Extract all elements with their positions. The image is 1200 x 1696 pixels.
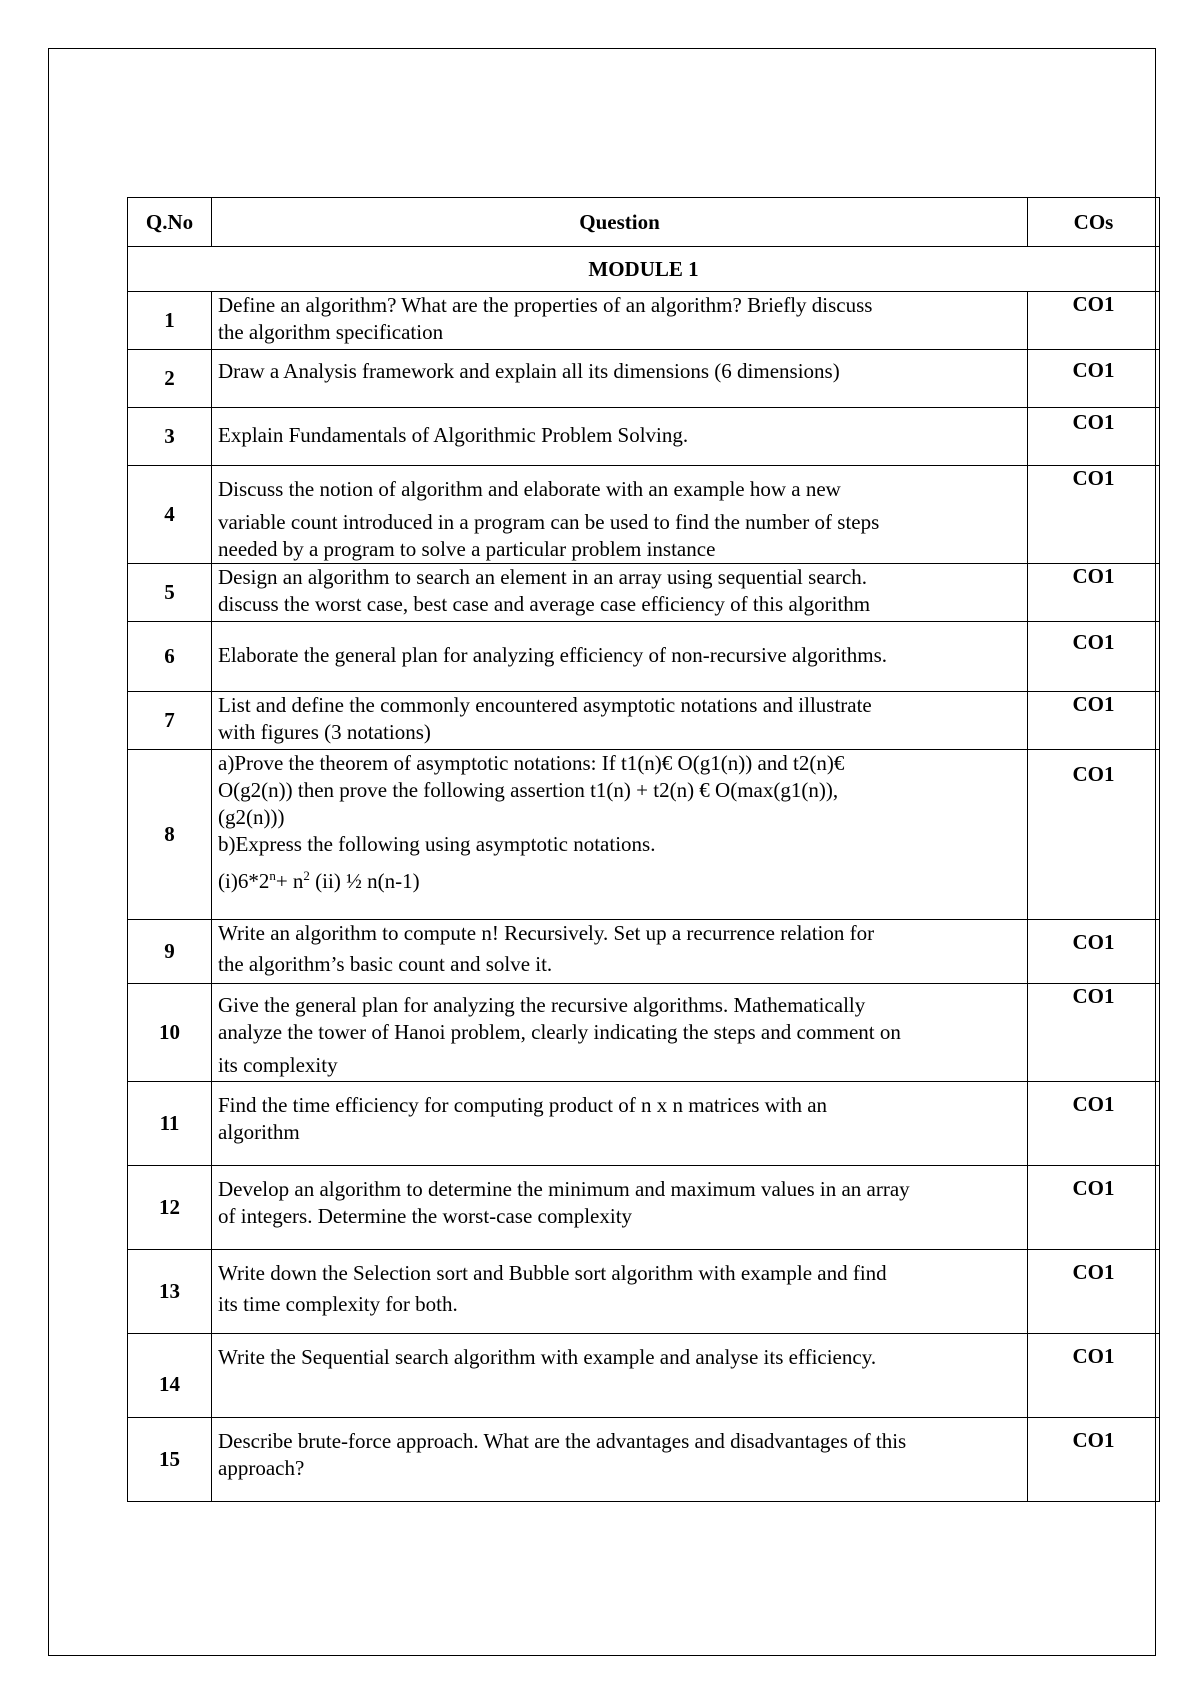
course-outcome: CO1 xyxy=(1028,466,1160,564)
question-line: (g2(n))) xyxy=(218,805,285,829)
table-row xyxy=(128,1334,1160,1418)
question-text xyxy=(212,350,1028,408)
question-line: Write an algorithm to compute n! Recursively. Set up a recurrence relation for xyxy=(218,921,875,945)
header-cos: COs xyxy=(1028,198,1160,247)
question-number: 12 xyxy=(128,1166,212,1250)
course-outcome: CO1 xyxy=(1028,622,1160,692)
table-row xyxy=(128,408,1160,466)
table-row xyxy=(128,350,1160,408)
course-outcome: CO1 xyxy=(1028,1082,1160,1166)
question-line: a)Prove the theorem of asymptotic notations: If t1(n)€ O(g1(n)) and t2(n)€ xyxy=(218,751,845,775)
question-line: algorithm xyxy=(218,1120,300,1144)
question-table xyxy=(127,197,1160,1502)
question-text xyxy=(212,1418,1028,1502)
question-line: variable count introduced in a program can be used to find the number of steps xyxy=(218,510,880,534)
question-text xyxy=(212,984,1028,1082)
course-outcome: CO1 xyxy=(1028,692,1160,750)
question-number: 10 xyxy=(128,984,212,1082)
course-outcome: CO1 xyxy=(1028,1250,1160,1334)
formula-exponent: 2 xyxy=(303,868,310,883)
question-number: 4 xyxy=(128,466,212,564)
course-outcome: CO1 xyxy=(1028,350,1160,408)
question-text xyxy=(212,292,1028,350)
question-number: 8 xyxy=(128,750,212,920)
question-line: its time complexity for both. xyxy=(218,1292,458,1316)
module-row xyxy=(128,247,1160,292)
question-line: Find the time efficiency for computing product of n x n matrices with an xyxy=(218,1093,828,1117)
question-text xyxy=(212,622,1028,692)
question-line: with figures (3 notations) xyxy=(218,720,431,744)
module-title: MODULE 1 xyxy=(128,247,1160,292)
question-number: 1 xyxy=(128,292,212,350)
question-text xyxy=(212,692,1028,750)
course-outcome: CO1 xyxy=(1028,984,1160,1082)
formula-mid: + n xyxy=(275,869,304,893)
question-line: O(g2(n)) then prove the following assertion t1(n) + t2(n) € O(max(g1(n)), xyxy=(218,778,839,802)
question-line: b)Express the following using asymptotic notations. xyxy=(218,832,656,856)
formula-prefix: (i)6*2 xyxy=(218,869,270,893)
question-line: the algorithm’s basic count and solve it. xyxy=(218,952,553,976)
table-row xyxy=(128,1250,1160,1334)
table-row xyxy=(128,564,1160,622)
question-number: 14 xyxy=(128,1334,212,1418)
course-outcome: CO1 xyxy=(1028,292,1160,350)
question-line: Draw a Analysis framework and explain all its dimensions (6 dimensions) xyxy=(218,359,840,383)
question-line: Explain Fundamentals of Algorithmic Problem Solving. xyxy=(218,423,689,447)
question-line: of integers. Determine the worst-case complexity xyxy=(218,1204,633,1228)
table-row xyxy=(128,750,1160,920)
table-row xyxy=(128,920,1160,984)
formula-suffix: (ii) ½ n(n-1) xyxy=(309,869,420,893)
question-number: 13 xyxy=(128,1250,212,1334)
course-outcome: CO1 xyxy=(1028,920,1160,984)
table-row xyxy=(128,1418,1160,1502)
question-number: 3 xyxy=(128,408,212,466)
course-outcome: CO1 xyxy=(1028,408,1160,466)
table-row xyxy=(128,622,1160,692)
question-number: 5 xyxy=(128,564,212,622)
question-number: 7 xyxy=(128,692,212,750)
question-text xyxy=(212,750,1028,920)
question-line: its complexity xyxy=(218,1053,338,1077)
table-row xyxy=(128,984,1160,1082)
course-outcome: CO1 xyxy=(1028,564,1160,622)
question-line: Write down the Selection sort and Bubble sort algorithm with example and find xyxy=(218,1261,887,1285)
question-line: the algorithm specification xyxy=(218,320,444,344)
question-number: 15 xyxy=(128,1418,212,1502)
table-row xyxy=(128,292,1160,350)
question-text xyxy=(212,1166,1028,1250)
table-row xyxy=(128,1166,1160,1250)
table-row xyxy=(128,466,1160,564)
question-line: Define an algorithm? What are the properties of an algorithm? Briefly discuss xyxy=(218,293,873,317)
table-row xyxy=(128,1082,1160,1166)
question-line: needed by a program to solve a particular problem instance xyxy=(218,537,716,561)
question-number: 9 xyxy=(128,920,212,984)
question-text xyxy=(212,1334,1028,1418)
course-outcome: CO1 xyxy=(1028,1418,1160,1502)
question-line: List and define the commonly encountered asymptotic notations and illustrate xyxy=(218,693,872,717)
question-line: discuss the worst case, best case and average case efficiency of this algorithm xyxy=(218,592,871,616)
question-text xyxy=(212,408,1028,466)
question-text xyxy=(212,1250,1028,1334)
course-outcome: CO1 xyxy=(1028,750,1160,920)
question-line: approach? xyxy=(218,1456,305,1480)
table-row xyxy=(128,692,1160,750)
course-outcome: CO1 xyxy=(1028,1166,1160,1250)
question-line: Describe brute-force approach. What are the advantages and disadvantages of this xyxy=(218,1429,907,1453)
question-line: Elaborate the general plan for analyzing efficiency of non-recursive algorithms. xyxy=(218,643,887,667)
formula-exponent: n xyxy=(269,868,276,883)
question-text xyxy=(212,466,1028,564)
question-line: Write the Sequential search algorithm with example and analyse its efficiency. xyxy=(218,1345,877,1369)
formula-line xyxy=(218,868,1021,895)
header-qno: Q.No xyxy=(128,198,212,247)
question-line: Design an algorithm to search an element in an array using sequential search. xyxy=(218,565,868,589)
header-question: Question xyxy=(212,198,1028,247)
course-outcome: CO1 xyxy=(1028,1334,1160,1418)
question-line: analyze the tower of Hanoi problem, clearly indicating the steps and comment on xyxy=(218,1020,901,1044)
question-line: Develop an algorithm to determine the minimum and maximum values in an array xyxy=(218,1177,910,1201)
question-number: 11 xyxy=(128,1082,212,1166)
question-text xyxy=(212,920,1028,984)
question-line: Discuss the notion of algorithm and elaborate with an example how a new xyxy=(218,477,841,501)
question-text xyxy=(212,1082,1028,1166)
question-text xyxy=(212,564,1028,622)
question-number: 2 xyxy=(128,350,212,408)
question-number: 6 xyxy=(128,622,212,692)
header-row xyxy=(128,198,1160,247)
question-line: Give the general plan for analyzing the recursive algorithms. Mathematically xyxy=(218,993,866,1017)
